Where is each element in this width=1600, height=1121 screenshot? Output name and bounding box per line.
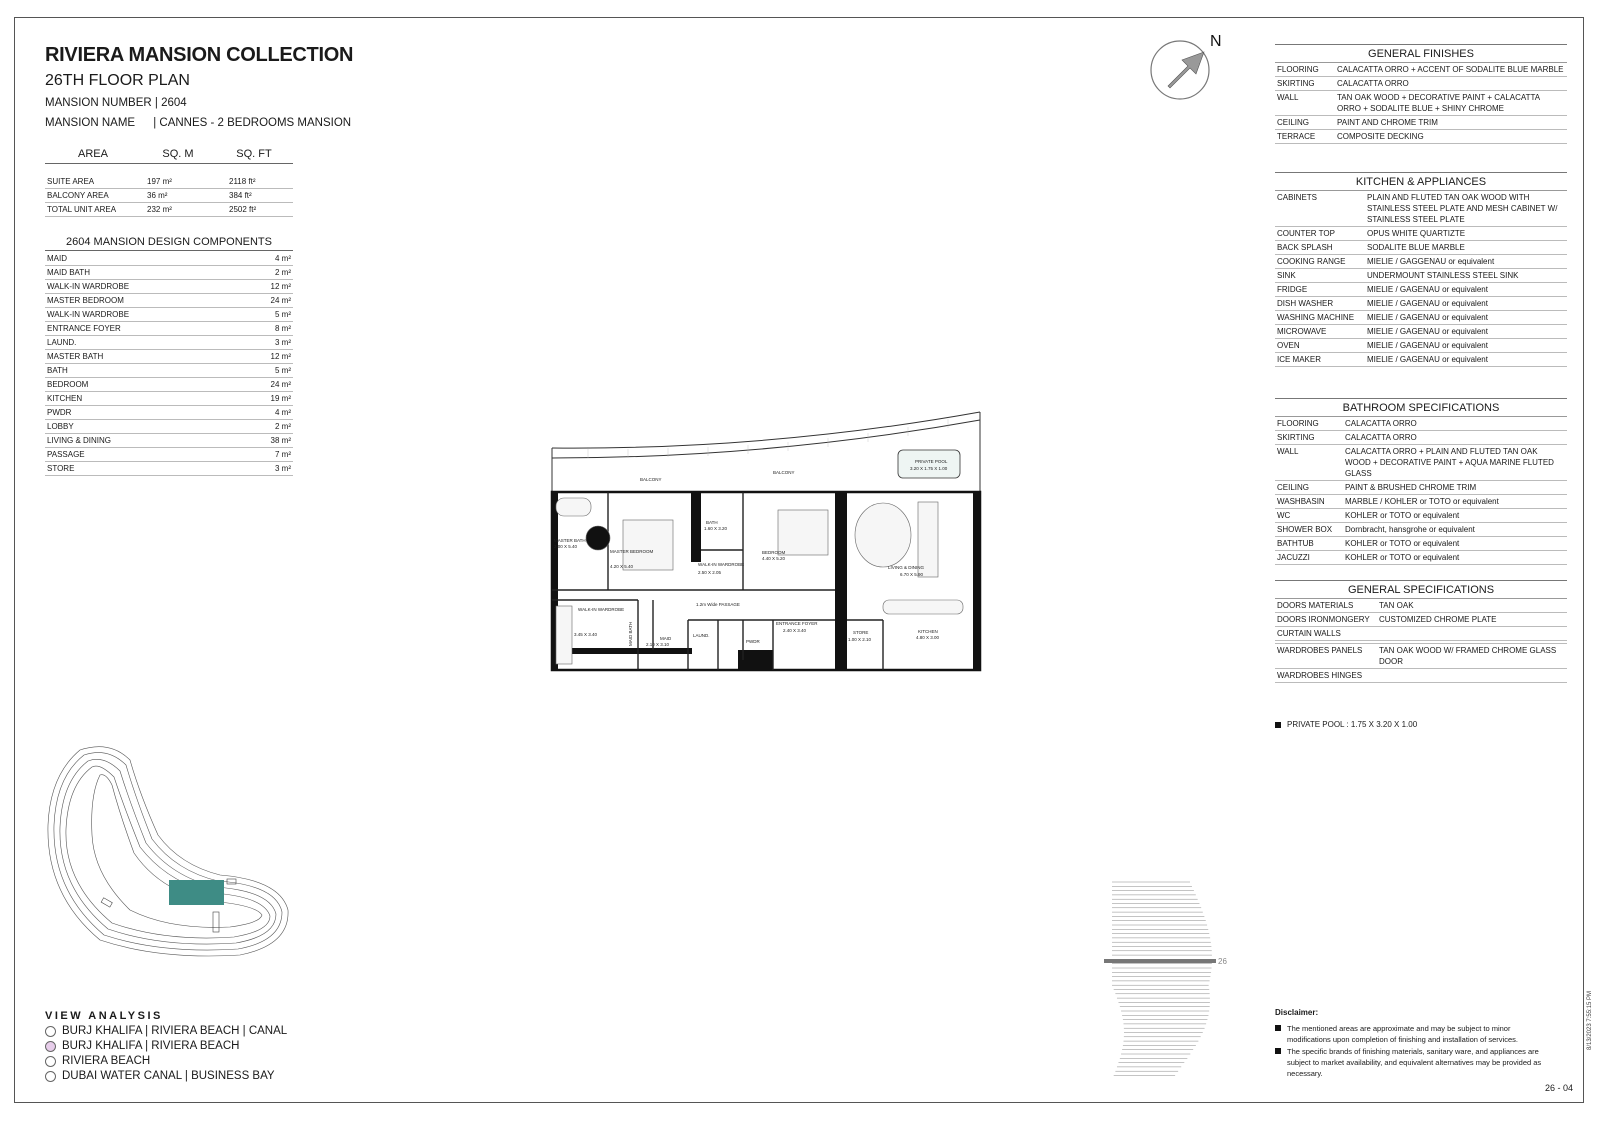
radio-icon xyxy=(45,1056,56,1067)
spec-row xyxy=(1275,627,1567,641)
spec-row xyxy=(1275,116,1567,130)
component-label: WALK-IN WARDROBE xyxy=(45,280,238,294)
room-label: ENTRANCE FOYER xyxy=(776,621,818,626)
spec-value: PAINT & BRUSHED CHROME TRIM xyxy=(1343,481,1567,495)
component-area: 12 m² xyxy=(238,280,293,294)
room-label: 1.2m Wide PASSAGE xyxy=(696,602,740,607)
key-plan-marker xyxy=(101,898,112,907)
room-dimension: 4.40 X 5.20 xyxy=(762,556,786,561)
mansion-name-value: | CANNES - 2 BEDROOMS MANSION xyxy=(153,117,352,129)
spec-row xyxy=(1275,417,1567,431)
view-option-label: BURJ KHALIFA | RIVIERA BEACH | CANAL xyxy=(62,1025,288,1037)
disclaimer-item xyxy=(1275,1046,1545,1079)
spec-value: MIELIE / GAGENAU or equivalent xyxy=(1365,339,1567,353)
component-label: LAUND. xyxy=(45,336,238,350)
component-area: 4 m² xyxy=(238,252,293,266)
spec-value: UNDERMOUNT STAINLESS STEEL SINK xyxy=(1365,269,1567,283)
component-label: MAID xyxy=(45,252,238,266)
spec-row xyxy=(1275,297,1567,311)
spec-row xyxy=(1275,63,1567,77)
spec-key: FRIDGE xyxy=(1275,283,1365,297)
spec-row xyxy=(1275,255,1567,269)
spec-key: WALL xyxy=(1275,91,1335,116)
area-label: BALCONY AREA xyxy=(45,189,145,203)
spec-key: DISH WASHER xyxy=(1275,297,1365,311)
component-label: KITCHEN xyxy=(45,392,238,406)
room-label: STORE xyxy=(853,630,869,635)
current-floor-marker xyxy=(1104,959,1216,963)
room-label: MAID xyxy=(660,636,672,641)
spec-row xyxy=(1275,537,1567,551)
private-pool xyxy=(898,450,960,478)
area-table-header xyxy=(45,148,293,164)
spec-key: FLOORING xyxy=(1275,417,1343,431)
spec-key: WARDROBES HINGES xyxy=(1275,669,1377,683)
spec-key: BACK SPLASH xyxy=(1275,241,1365,255)
spec-key: JACUZZI xyxy=(1275,551,1343,565)
area-col-header: AREA xyxy=(78,148,108,160)
spec-row xyxy=(1275,311,1567,325)
area-sqm: 232 m² xyxy=(145,203,227,217)
spec-key: CURTAIN WALLS xyxy=(1275,627,1377,641)
spec-key: FLOORING xyxy=(1275,63,1335,77)
disclaimer-item xyxy=(1275,1023,1545,1045)
component-area: 5 m² xyxy=(238,364,293,378)
spec-key: TERRACE xyxy=(1275,130,1335,144)
spec-key: ICE MAKER xyxy=(1275,353,1365,367)
kitchen-appliances xyxy=(1275,172,1567,367)
spec-value: MIELIE / GAGENAU or equivalent xyxy=(1365,297,1567,311)
component-area: 24 m² xyxy=(238,294,293,308)
component-label: STORE xyxy=(45,462,238,476)
area-label: SUITE AREA xyxy=(45,175,145,189)
exterior-wall xyxy=(552,492,980,670)
table-row xyxy=(45,350,293,364)
spec-key: DOORS MATERIALS xyxy=(1275,599,1377,613)
section-title: GENERAL FINISHES xyxy=(1275,44,1567,63)
mansion-number-row xyxy=(45,97,187,109)
component-area: 5 m² xyxy=(238,308,293,322)
spec-value: MIELIE / GAGENAU or equivalent xyxy=(1365,353,1567,367)
component-area: 8 m² xyxy=(238,322,293,336)
room-label: WALK-IN WARDROBE xyxy=(698,562,745,567)
area-sqft: 2118 ft² xyxy=(227,175,293,189)
disclaimer-text: The mentioned areas are approximate and may be subject to minor modifications upon completion of finishing and installation of services. xyxy=(1287,1024,1518,1044)
spec-key: SINK xyxy=(1275,269,1365,283)
spec-key: WASHBASIN xyxy=(1275,495,1343,509)
pool-label: PRIVATE POOL xyxy=(915,459,948,464)
table-row xyxy=(45,322,293,336)
spec-value: CALACATTA ORRO xyxy=(1343,417,1567,431)
mansion-number-label: MANSION NUMBER xyxy=(45,97,152,109)
compass-circle xyxy=(1151,41,1209,99)
spec-value: MIELIE / GAGENAU or equivalent xyxy=(1365,311,1567,325)
table-row xyxy=(45,175,293,189)
spec-value: MIELIE / GAGGENAU or equivalent xyxy=(1365,255,1567,269)
pool-dimension: 3.20 X 1.75 X 1.00 xyxy=(910,466,948,471)
room-dimension: 6.70 X 5.90 xyxy=(900,572,924,577)
spec-value: KOHLER or TOTO or equivalent xyxy=(1343,537,1567,551)
mansion-name-label: MANSION NAME xyxy=(45,117,136,129)
key-plan xyxy=(40,735,300,970)
room-dimension: 1.00 X 2.10 xyxy=(848,637,872,642)
structural-columns xyxy=(552,492,981,670)
bullet-square-icon xyxy=(1275,1048,1281,1054)
table-row xyxy=(45,434,293,448)
section-title: KITCHEN & APPLIANCES xyxy=(1275,172,1567,191)
radio-icon xyxy=(45,1026,56,1037)
disclaimer-text: The specific brands of finishing materials, sanitary ware, and appliances are subject to market availability, and equivalent alternatives may be provided as necessary. xyxy=(1287,1047,1542,1078)
spec-row xyxy=(1275,339,1567,353)
floor-subtitle: 26TH FLOOR PLAN xyxy=(45,72,190,89)
spec-key: SHOWER BOX xyxy=(1275,523,1343,537)
component-area: 12 m² xyxy=(238,350,293,364)
spec-value: TAN OAK xyxy=(1377,599,1567,613)
compass-label: N xyxy=(1210,33,1222,50)
component-area: 7 m² xyxy=(238,448,293,462)
area-sqft: 2502 ft² xyxy=(227,203,293,217)
spec-value xyxy=(1377,627,1567,641)
room-label: MASTER BEDROOM xyxy=(610,549,654,554)
mansion-number-value: | 2604 xyxy=(154,97,187,109)
general-specifications xyxy=(1275,580,1567,683)
area-sqm: 197 m² xyxy=(145,175,227,189)
room-label: PWDR xyxy=(746,639,760,644)
balcony-label: BALCONY xyxy=(640,477,662,482)
spec-row xyxy=(1275,353,1567,367)
table-row xyxy=(45,378,293,392)
north-compass xyxy=(1150,30,1230,105)
component-label: ENTRANCE FOYER xyxy=(45,322,238,336)
table-row xyxy=(45,189,293,203)
spec-value: KOHLER or TOTO or equivalent xyxy=(1343,551,1567,565)
room-label: MAID BATH xyxy=(628,621,633,646)
room-label: BATH xyxy=(706,520,718,525)
component-label: BEDROOM xyxy=(45,378,238,392)
spec-row xyxy=(1275,77,1567,91)
spec-row xyxy=(1275,644,1567,669)
room-dimension: 1.60 X 3.20 xyxy=(704,526,728,531)
table-row xyxy=(45,252,293,266)
spec-row xyxy=(1275,495,1567,509)
component-label: MASTER BATH xyxy=(45,350,238,364)
table-row xyxy=(45,462,293,476)
spec-value: MIELIE / GAGENAU or equivalent xyxy=(1365,325,1567,339)
component-area: 3 m² xyxy=(238,462,293,476)
spec-value: PLAIN AND FLUTED TAN OAK WOOD WITH STAINLESS STEEL PLATE AND MESH CABINET W/ STAINLESS STEEL PLATE xyxy=(1365,191,1567,227)
spec-row xyxy=(1275,481,1567,495)
spec-value: CUSTOMIZED CHROME PLATE xyxy=(1377,613,1567,627)
view-option-label: RIVIERA BEACH xyxy=(62,1055,151,1067)
view-option xyxy=(45,1040,239,1052)
table-row xyxy=(45,392,293,406)
component-label: PWDR xyxy=(45,406,238,420)
view-option xyxy=(45,1070,275,1082)
room-dimension: 4.20 X 5.40 xyxy=(610,564,634,569)
bullet-square-icon xyxy=(1275,1025,1281,1031)
spec-value: OPUS WHITE QUARTIZTE xyxy=(1365,227,1567,241)
print-timestamp: 8/13/2023 7:55:15 PM xyxy=(1587,990,1593,1050)
components-table xyxy=(45,252,293,476)
spec-key: SKIRTING xyxy=(1275,77,1335,91)
spec-value: Dornbracht, hansgrohe or equivalent xyxy=(1343,523,1567,537)
spec-row xyxy=(1275,191,1567,227)
component-label: LOBBY xyxy=(45,420,238,434)
bullet-square-icon xyxy=(1275,722,1281,728)
spec-value: TAN OAK WOOD W/ FRAMED CHROME GLASS DOOR xyxy=(1377,644,1567,669)
room-dimension: 2.40 X 3.40 xyxy=(783,628,807,633)
building-elevation xyxy=(1100,878,1250,1083)
key-plan-marker xyxy=(227,879,236,884)
spec-row xyxy=(1275,91,1567,116)
spec-row xyxy=(1275,509,1567,523)
spec-key: WARDROBES PANELS xyxy=(1275,644,1377,669)
component-label: WALK-IN WARDROBE xyxy=(45,308,238,322)
spec-value: PAINT AND CHROME TRIM xyxy=(1335,116,1567,130)
spec-key: OVEN xyxy=(1275,339,1365,353)
key-plan-marker xyxy=(213,912,219,932)
room-dimension: 4.80 X 3.00 xyxy=(916,635,940,640)
floor-plan xyxy=(548,410,988,680)
spec-value: COMPOSITE DECKING xyxy=(1335,130,1567,144)
table-row xyxy=(45,420,293,434)
room-label: WALK-IN WARDROBE xyxy=(578,607,625,612)
spec-row xyxy=(1275,599,1567,613)
component-label: LIVING & DINING xyxy=(45,434,238,448)
sqft-col-header: SQ. FT xyxy=(236,148,272,160)
spec-value: MARBLE / KOHLER or TOTO or equivalent xyxy=(1343,495,1567,509)
spec-key: CABINETS xyxy=(1275,191,1365,227)
component-label: BATH xyxy=(45,364,238,378)
spec-row xyxy=(1275,325,1567,339)
component-label: MAID BATH xyxy=(45,266,238,280)
mansion-name-row xyxy=(45,117,351,129)
page-number: 26 - 04 xyxy=(1545,1083,1574,1093)
interior-walls xyxy=(552,492,883,670)
pool-note-text: PRIVATE POOL : 1.75 X 3.20 X 1.00 xyxy=(1287,720,1418,729)
elevation-floor-label: 26 xyxy=(1218,957,1227,966)
table-row xyxy=(45,294,293,308)
room-dimension: 2.50 X 2.05 xyxy=(698,570,722,575)
spec-key: BATHTUB xyxy=(1275,537,1343,551)
component-area: 19 m² xyxy=(238,392,293,406)
section-title: BATHROOM SPECIFICATIONS xyxy=(1275,398,1567,417)
table-row xyxy=(45,448,293,462)
balcony-label: BALCONY xyxy=(773,470,795,475)
spec-key: WC xyxy=(1275,509,1343,523)
balcony-hatching xyxy=(588,419,948,458)
spec-row xyxy=(1275,669,1567,683)
spec-value: MIELIE / GAGENAU or equivalent xyxy=(1365,283,1567,297)
spec-value xyxy=(1377,669,1567,683)
spec-row xyxy=(1275,445,1567,481)
component-area: 38 m² xyxy=(238,434,293,448)
table-row xyxy=(45,203,293,217)
spec-value: TAN OAK WOOD + DECORATIVE PAINT + CALACATTA ORRO + SODALITE BLUE + SHINY CHROME xyxy=(1335,91,1567,116)
area-table xyxy=(45,175,293,217)
room-label: KITCHEN xyxy=(918,629,938,634)
spec-value: KOHLER or TOTO or equivalent xyxy=(1343,509,1567,523)
component-area: 24 m² xyxy=(238,378,293,392)
sqm-col-header: SQ. M xyxy=(162,148,194,160)
spec-key: WALL xyxy=(1275,445,1343,481)
spec-key: COOKING RANGE xyxy=(1275,255,1365,269)
spec-key: CEILING xyxy=(1275,481,1343,495)
spec-row xyxy=(1275,130,1567,144)
table-row xyxy=(45,364,293,378)
table-row xyxy=(45,266,293,280)
spec-row xyxy=(1275,613,1567,627)
room-label: BEDROOM xyxy=(762,550,786,555)
pool-note xyxy=(1275,720,1417,729)
spec-row xyxy=(1275,269,1567,283)
component-area: 4 m² xyxy=(238,406,293,420)
balcony-edge xyxy=(552,412,980,448)
component-label: MASTER BEDROOM xyxy=(45,294,238,308)
general-finishes xyxy=(1275,44,1567,144)
spec-row xyxy=(1275,283,1567,297)
view-option xyxy=(45,1055,150,1067)
spec-key: COUNTER TOP xyxy=(1275,227,1365,241)
area-sqft: 384 ft² xyxy=(227,189,293,203)
component-area: 2 m² xyxy=(238,266,293,280)
building-contour xyxy=(48,747,288,956)
spec-key: SKIRTING xyxy=(1275,431,1343,445)
spec-value: CALACATTA ORRO xyxy=(1335,77,1567,91)
area-sqm: 36 m² xyxy=(145,189,227,203)
radio-icon xyxy=(45,1071,56,1082)
spec-row xyxy=(1275,227,1567,241)
page-title: RIVIERA MANSION COLLECTION xyxy=(45,44,354,66)
bathroom-specifications xyxy=(1275,398,1567,565)
spec-value: CALACATTA ORRO xyxy=(1343,431,1567,445)
spec-key: MICROWAVE xyxy=(1275,325,1365,339)
spec-key: CEILING xyxy=(1275,116,1335,130)
table-row xyxy=(45,406,293,420)
section-title: GENERAL SPECIFICATIONS xyxy=(1275,580,1567,599)
spec-value: SODALITE BLUE MARBLE xyxy=(1365,241,1567,255)
view-analysis-title: VIEW ANALYSIS xyxy=(45,1010,163,1022)
area-label: TOTAL UNIT AREA xyxy=(45,203,145,217)
spec-row xyxy=(1275,523,1567,537)
component-label: PASSAGE xyxy=(45,448,238,462)
room-dimension: 3.45 X 3.40 xyxy=(574,632,598,637)
room-dimension: 2.00 X 5.40 xyxy=(554,544,578,549)
components-title: 2604 MANSION DESIGN COMPONENTS xyxy=(45,236,293,251)
table-row xyxy=(45,280,293,294)
radio-selected-icon xyxy=(45,1041,56,1052)
room-label: LAUND. xyxy=(693,633,710,638)
spec-value: CALACATTA ORRO + PLAIN AND FLUTED TAN OAK WOOD + DECORATIVE PAINT + AQUA MARINE FLUTED GLASS xyxy=(1343,445,1567,481)
spec-key: DOORS IRONMONGERY xyxy=(1275,613,1377,627)
spec-row xyxy=(1275,551,1567,565)
view-option-label: BURJ KHALIFA | RIVIERA BEACH xyxy=(62,1040,240,1052)
room-label: MASTER BATH xyxy=(554,538,586,543)
spec-row xyxy=(1275,241,1567,255)
view-option xyxy=(45,1025,287,1037)
view-option-label: DUBAI WATER CANAL | BUSINESS BAY xyxy=(62,1070,275,1082)
component-area: 3 m² xyxy=(238,336,293,350)
disclaimer-title: Disclaimer: xyxy=(1275,1008,1319,1017)
table-row xyxy=(45,308,293,322)
component-area: 2 m² xyxy=(238,420,293,434)
spec-value: CALACATTA ORRO + ACCENT OF SODALITE BLUE MARBLE xyxy=(1335,63,1567,77)
table-row xyxy=(45,336,293,350)
room-label: LIVING & DINING xyxy=(888,565,925,570)
room-dimension: 2.10 X 3.10 xyxy=(646,642,670,647)
unit-highlight xyxy=(169,880,224,905)
spec-key: WASHING MACHINE xyxy=(1275,311,1365,325)
spec-row xyxy=(1275,431,1567,445)
